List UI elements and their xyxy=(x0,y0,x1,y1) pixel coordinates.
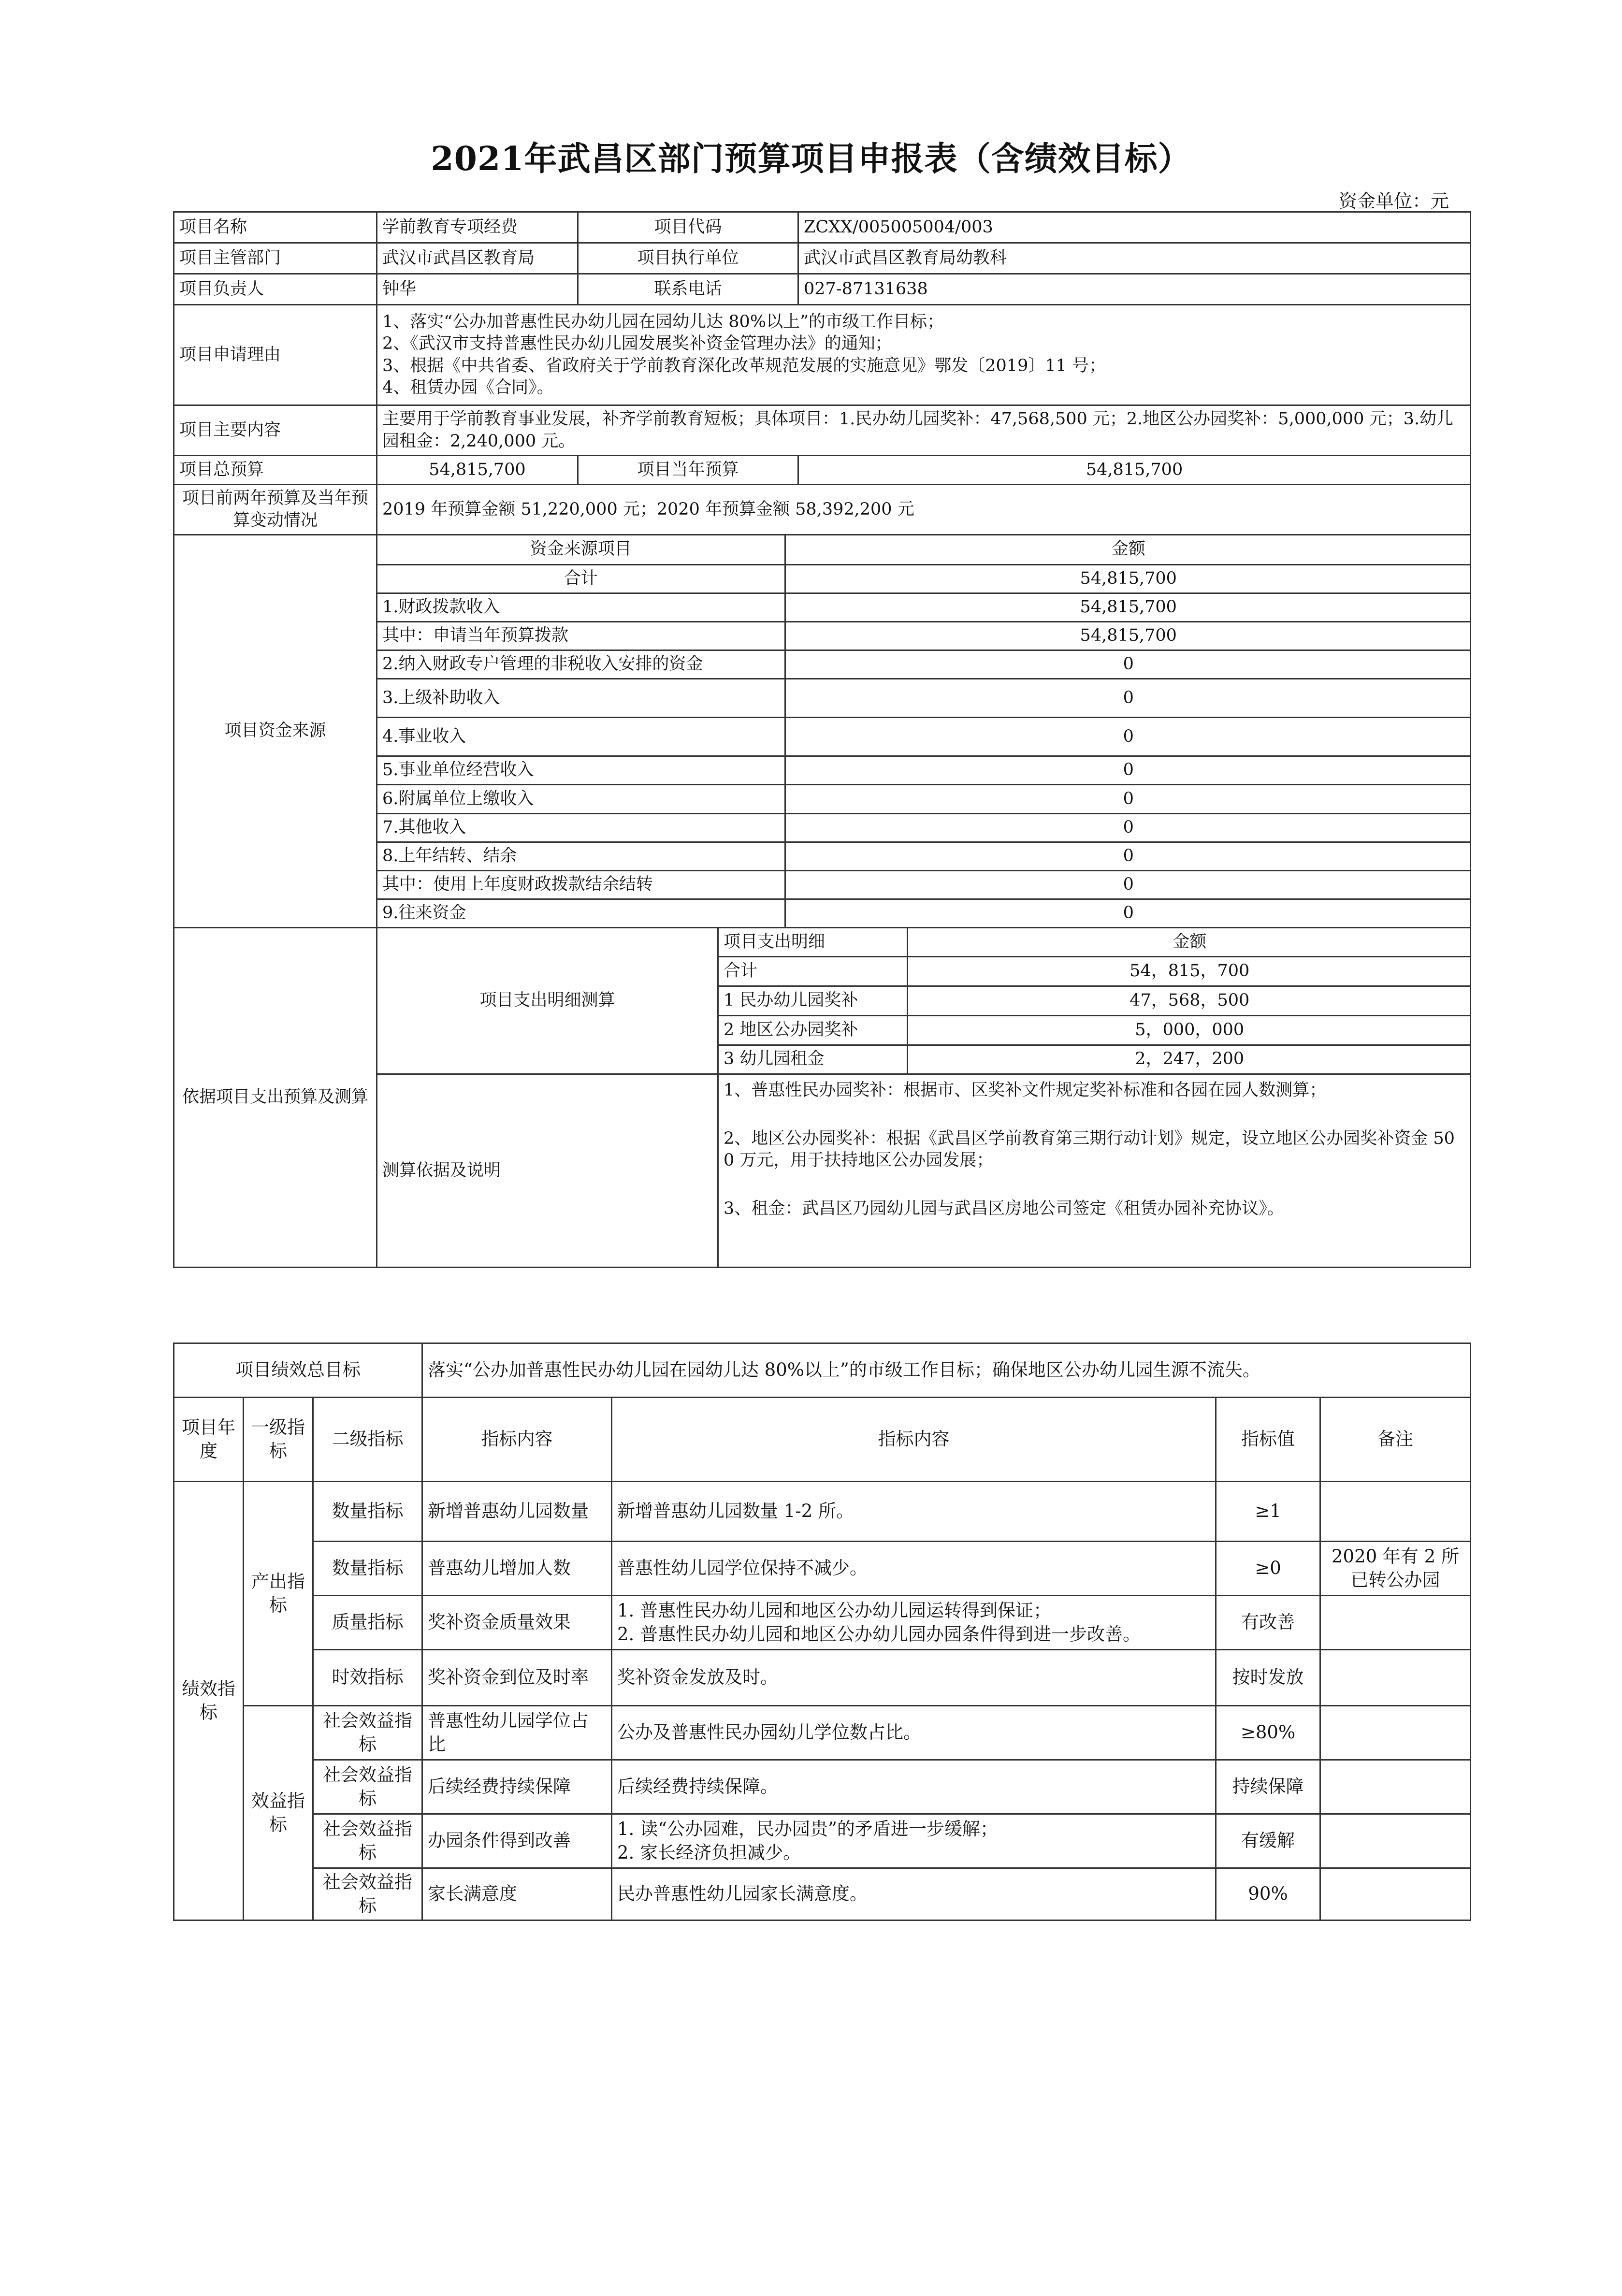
expenditure-detail-cell xyxy=(718,928,1471,1074)
basis-paragraph: 1、普惠性民办园奖补：根据市、区奖补文件规定奖补标准和各园在园人数测算； xyxy=(724,1081,1327,1100)
level2-cell: 社会效益指标 xyxy=(313,1868,422,1921)
history-text: 2019 年预算金额 51,220,000 元；2020 年预算金额 58,392,200 元 xyxy=(377,485,1471,535)
indicator-value: ≥1 xyxy=(1216,1482,1320,1542)
expenditure-row-item: 合计 xyxy=(719,957,907,986)
header-content: 指标内容 xyxy=(422,1398,612,1482)
level2-cell: 数量指标 xyxy=(313,1542,422,1596)
funding-row-amount: 0 xyxy=(785,785,1471,813)
expenditure-row-amount: 54，815，700 xyxy=(907,957,1471,986)
funding-row-amount: 54,815,700 xyxy=(785,593,1471,621)
history-label: 项目前两年预算及当年预算变动情况 xyxy=(174,485,377,535)
indicator-value: 有改善 xyxy=(1216,1596,1320,1650)
funding-table xyxy=(377,535,1471,927)
indicator-name: 奖补资金质量效果 xyxy=(422,1596,612,1650)
exec-unit-label: 项目执行单位 xyxy=(578,243,798,274)
expenditure-row-amount: 2，247，200 xyxy=(907,1045,1471,1073)
indicator-detail: 普惠性幼儿园学位保持不减少。 xyxy=(612,1542,1216,1596)
expenditure-row-amount: 47，568，500 xyxy=(907,986,1471,1016)
project-name-label: 项目名称 xyxy=(174,212,377,243)
project-name-value: 学前教育专项经费 xyxy=(377,212,578,243)
expenditure-row-item: 1 民办幼儿园奖补 xyxy=(719,986,907,1016)
level2-cell: 时效指标 xyxy=(313,1650,422,1706)
indicator-detail xyxy=(612,1814,1216,1868)
basis-label: 测算依据及说明 xyxy=(377,1074,718,1268)
project-code-value: ZCXX/005005004/003 xyxy=(798,212,1471,243)
basis-paragraph: 3、租金：武昌区乃园幼儿园与武昌区房地公司签定《租赁办园补充协议》。 xyxy=(724,1199,1284,1218)
project-code-label: 项目代码 xyxy=(578,212,798,243)
header-level1: 一级指标 xyxy=(244,1398,313,1482)
indicator-note: 2020 年有 2 所已转公办园 xyxy=(1320,1542,1471,1596)
project-application-table xyxy=(173,211,1471,1268)
funding-row-item: 9.往来资金 xyxy=(377,899,785,927)
reason-text xyxy=(377,305,1471,405)
indicator-note xyxy=(1320,1760,1471,1814)
funding-row-amount: 54,815,700 xyxy=(785,621,1471,650)
currency-unit: 资金单位：元 xyxy=(1338,190,1449,212)
funding-label: 项目资金来源 xyxy=(174,535,377,928)
funding-row-item: 6.附属单位上缴收入 xyxy=(377,785,785,813)
funding-row-amount: 0 xyxy=(785,813,1471,842)
indicator-detail-line: 2. 家长经济负担减少。 xyxy=(617,1842,801,1863)
indicator-note xyxy=(1320,1650,1471,1706)
reason-line: 1、落实“公办加普惠性民办幼儿园在园幼儿达 80%以上”的市级工作目标； xyxy=(382,312,944,332)
header-note: 备注 xyxy=(1320,1398,1471,1482)
indicator-detail-line: 1. 普惠性民办幼儿园和地区公办幼儿园运转得到保证； xyxy=(617,1600,1052,1621)
funding-row-item: 其中：使用上年度财政拨款结余结转 xyxy=(377,870,785,899)
performance-goal-label: 项目绩效总目标 xyxy=(174,1343,422,1398)
reason-line: 2、《武汉市支持普惠性民办幼儿园发展奖补资金管理办法》的通知； xyxy=(382,334,892,353)
funding-row-item: 4.事业收入 xyxy=(377,718,785,756)
leader-label: 项目负责人 xyxy=(174,274,377,305)
indicator-note xyxy=(1320,1814,1471,1868)
header-content-detail: 指标内容 xyxy=(612,1398,1216,1482)
level2-cell: 社会效益指标 xyxy=(313,1706,422,1760)
level1-output: 产出指标 xyxy=(244,1482,313,1706)
header-level2: 二级指标 xyxy=(313,1398,422,1482)
indicator-value: ≥80% xyxy=(1216,1706,1320,1760)
funding-row-amount: 0 xyxy=(785,842,1471,870)
funding-row-item: 8.上年结转、结余 xyxy=(377,842,785,870)
year-cell: 绩效指标 xyxy=(174,1482,244,1921)
indicator-value: 有缓解 xyxy=(1216,1814,1320,1868)
reason-line: 3、根据《中共省委、省政府关于学前教育深化改革规范发展的实施意见》鄂发〔2019〕11 号； xyxy=(382,356,1106,375)
funding-row-item: 7.其他收入 xyxy=(377,813,785,842)
funding-cell xyxy=(377,535,1471,928)
indicator-value: 按时发放 xyxy=(1216,1650,1320,1706)
funding-col-item: 资金来源项目 xyxy=(377,535,785,564)
indicator-name: 新增普惠幼儿园数量 xyxy=(422,1482,612,1542)
indicator-detail: 民办普惠性幼儿园家长满意度。 xyxy=(612,1868,1216,1921)
indicator-detail: 新增普惠幼儿园数量 1-2 所。 xyxy=(612,1482,1216,1542)
page-title: 2021年武昌区部门预算项目申报表（含绩效目标） xyxy=(431,140,1191,178)
indicator-name: 后续经费持续保障 xyxy=(422,1760,612,1814)
level2-cell: 社会效益指标 xyxy=(313,1760,422,1814)
expenditure-col-amount: 金额 xyxy=(907,928,1471,957)
indicator-detail-line: 1. 读“公办园难，民办园贵”的矛盾进一步缓解； xyxy=(617,1819,998,1840)
level2-cell: 数量指标 xyxy=(313,1482,422,1542)
expenditure-row-amount: 5，000，000 xyxy=(907,1015,1471,1045)
header-year: 项目年度 xyxy=(174,1398,244,1482)
indicator-note xyxy=(1320,1706,1471,1760)
indicator-value: 90% xyxy=(1216,1868,1320,1921)
total-budget-label: 项目总预算 xyxy=(174,456,377,485)
indicator-detail: 后续经费持续保障。 xyxy=(612,1760,1216,1814)
expenditure-row-item: 3 幼儿园租金 xyxy=(719,1045,907,1073)
performance-table xyxy=(173,1343,1471,1921)
performance-goal-text: 落实“公办加普惠性民办幼儿园在园幼儿达 80%以上”的市级工作目标；确保地区公办幼儿园生源不流失。 xyxy=(422,1343,1471,1398)
funding-row-item: 5.事业单位经营收入 xyxy=(377,756,785,785)
funding-row-amount: 0 xyxy=(785,718,1471,756)
funding-row-amount: 0 xyxy=(785,899,1471,927)
phone-value: 027-87131638 xyxy=(798,274,1471,305)
indicator-name: 奖补资金到位及时率 xyxy=(422,1650,612,1706)
indicator-name: 家长满意度 xyxy=(422,1868,612,1921)
expenditure-row-item: 2 地区公办园奖补 xyxy=(719,1015,907,1045)
indicator-detail xyxy=(612,1596,1216,1650)
funding-row-amount: 0 xyxy=(785,650,1471,679)
expenditure-table xyxy=(719,928,1471,1073)
funding-row-item: 1.财政拨款收入 xyxy=(377,593,785,621)
indicator-detail: 奖补资金发放及时。 xyxy=(612,1650,1216,1706)
basis-text xyxy=(718,1074,1471,1268)
funding-row-amount: 0 xyxy=(785,679,1471,718)
funding-row-item: 其中：申请当年预算拨款 xyxy=(377,621,785,650)
funding-row-amount: 0 xyxy=(785,756,1471,785)
indicator-note xyxy=(1320,1482,1471,1542)
indicator-value: 持续保障 xyxy=(1216,1760,1320,1814)
funding-row-item: 合计 xyxy=(377,564,785,593)
content-text: 主要用于学前教育事业发展，补齐学前教育短板；具体项目：1.民办幼儿园奖补：47,568,500 元；2.地区公办园奖补：5,000,000 元；3.幼儿园租金：2,240,000 元。 xyxy=(377,405,1471,456)
funding-row-item: 2.纳入财政专户管理的非税收入安排的资金 xyxy=(377,650,785,679)
exec-unit-value: 武汉市武昌区教育局幼教科 xyxy=(798,243,1471,274)
indicator-name: 办园条件得到改善 xyxy=(422,1814,612,1868)
indicator-note xyxy=(1320,1596,1471,1650)
basis-paragraph: 2、地区公办园奖补：根据《武昌区学前教育第三期行动计划》规定，设立地区公办园奖补资金 500 万元，用于扶持地区公办园发展； xyxy=(724,1128,1455,1170)
total-budget-value: 54,815,700 xyxy=(377,456,578,485)
funding-row-amount: 0 xyxy=(785,870,1471,899)
level1-benefit: 效益指标 xyxy=(244,1706,313,1921)
funding-col-amount: 金额 xyxy=(785,535,1471,564)
level2-cell: 质量指标 xyxy=(313,1596,422,1650)
header-value: 指标值 xyxy=(1216,1398,1320,1482)
reason-line: 4、租赁办园《合同》。 xyxy=(382,378,554,397)
expenditure-label: 依据项目支出预算及测算 xyxy=(174,928,377,1268)
indicator-detail-line: 2. 普惠性民办幼儿园和地区公办幼儿园办园条件得到进一步改善。 xyxy=(617,1623,1141,1645)
reason-label: 项目申请理由 xyxy=(174,305,377,405)
funding-row-item: 3.上级补助收入 xyxy=(377,679,785,718)
expenditure-col-item: 项目支出明细 xyxy=(719,928,907,957)
dept-value: 武汉市武昌区教育局 xyxy=(377,243,578,274)
indicator-note xyxy=(1320,1868,1471,1921)
indicator-value: ≥0 xyxy=(1216,1542,1320,1596)
year-budget-value: 54,815,700 xyxy=(798,456,1471,485)
leader-value: 钟华 xyxy=(377,274,578,305)
expenditure-detail-label: 项目支出明细测算 xyxy=(377,928,718,1074)
phone-label: 联系电话 xyxy=(578,274,798,305)
year-budget-label: 项目当年预算 xyxy=(578,456,798,485)
content-label: 项目主要内容 xyxy=(174,405,377,456)
funding-row-amount: 54,815,700 xyxy=(785,564,1471,593)
indicator-detail: 公办及普惠性民办园幼儿学位数占比。 xyxy=(612,1706,1216,1760)
level2-cell: 社会效益指标 xyxy=(313,1814,422,1868)
indicator-name: 普惠性幼儿园学位占比 xyxy=(422,1706,612,1760)
dept-label: 项目主管部门 xyxy=(174,243,377,274)
indicator-name: 普惠幼儿增加人数 xyxy=(422,1542,612,1596)
